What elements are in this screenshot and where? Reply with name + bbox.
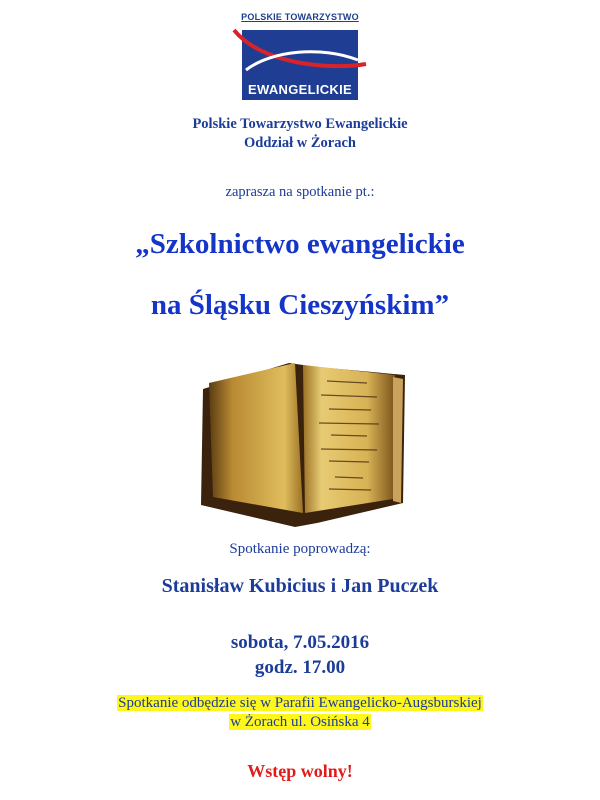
event-time: godz. 17.00: [254, 657, 346, 678]
event-date: sobota, 7.05.2016: [230, 632, 370, 653]
speakers-names: Stanisław Kubicius i Jan Puczek: [161, 575, 439, 597]
invite-text: zaprasza na spotkanie pt.:: [225, 184, 375, 200]
speakers-label: Spotkanie poprowadzą:: [229, 541, 371, 557]
old-book-image: [199, 353, 409, 529]
venue-line1: [0, 695, 600, 712]
pte-logo: [232, 10, 368, 102]
event-title-line1: „Szkolnictwo ewangelickie: [135, 228, 465, 260]
logo-bottom-text: EWANGELICKIE: [248, 82, 352, 97]
venue-line2: [0, 714, 600, 731]
logo-top-text: POLSKIE TOWARZYSTWO: [241, 12, 359, 22]
logo-swoosh-icon: [232, 20, 368, 80]
org-branch: Oddział w Żorach: [244, 135, 356, 151]
org-name: Polskie Towarzystwo Ewangelickie: [192, 116, 408, 132]
venue-line2-text: w Żorach ul. Osińska 4: [230, 714, 370, 730]
admission-text: Wstęp wolny!: [247, 761, 353, 781]
venue-line1-text: Spotkanie odbędzie się w Parafii Ewangelicko-Augsburskiej: [118, 695, 482, 711]
event-title-line2: na Śląsku Cieszyńskim”: [150, 289, 450, 321]
